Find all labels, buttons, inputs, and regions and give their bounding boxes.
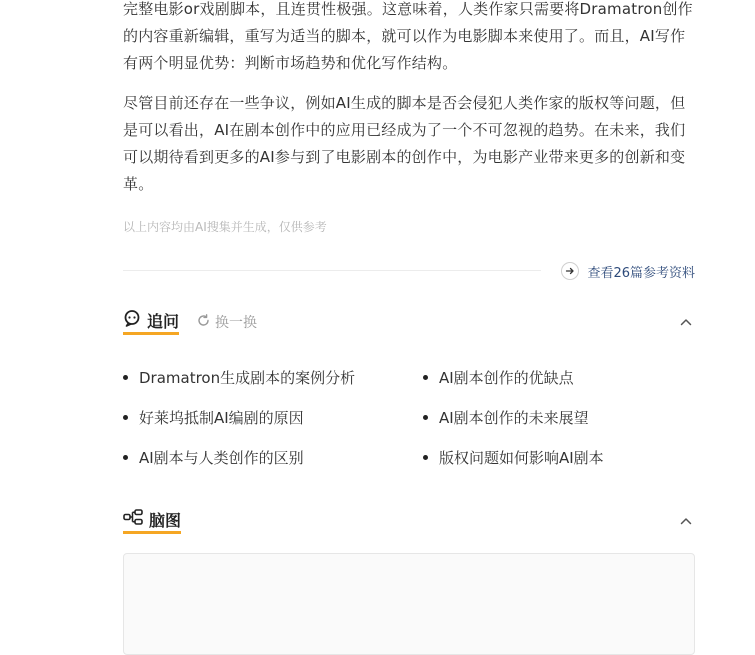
followup-questions	[123, 357, 695, 477]
followup-question[interactable]: AI剧本与人类创作的区别	[123, 437, 423, 477]
mindmap-title	[123, 508, 181, 534]
refresh-button[interactable]	[197, 312, 257, 332]
bullet	[423, 375, 428, 380]
followup-title	[123, 309, 179, 335]
answer-paragraph: 完整电影or戏剧脚本，且连贯性极强。这意味着，人类作家只需要将Dramatron创作的内容重新编辑，重写为适当的脚本，就可以作为电影脚本来使用了。而且，AI写作有两个明显优势：判断市场趋势和优化写作结构。	[123, 0, 693, 72]
references-link[interactable]	[561, 261, 695, 281]
answer-paragraph: 尽管目前还存在一些争议，例如AI生成的脚本是否会侵犯人类作家的版权等问题，但是可以看出，AI在剧本创作中的应用已经成为了一个不可忽视的趋势。在未来，我们可以期待看到更多的AI参与到了电影剧本的创作中，为电影产业带来更多的创新和变革。	[123, 94, 686, 193]
followup-question[interactable]: 好莱坞抵制AI编剧的原因	[123, 397, 423, 437]
mindmap-header	[123, 508, 695, 534]
chat-question-icon	[123, 309, 141, 331]
bullet	[123, 375, 128, 380]
ai-disclaimer: 以上内容均由AI搜集并生成，仅供参考	[123, 220, 327, 234]
followup-header	[123, 309, 695, 335]
bullet	[423, 415, 428, 420]
followup-title-text: 追问	[147, 311, 180, 331]
arrow-right-circle-icon	[561, 262, 579, 280]
followup-question[interactable]: AI剧本创作的优缺点	[423, 357, 695, 397]
followup-question[interactable]: 版权问题如何影响AI剧本	[423, 437, 695, 477]
mindmap-title-text: 脑图	[149, 510, 182, 530]
mindmap-icon	[123, 509, 143, 529]
references-label: 查看26篇参考资料	[587, 265, 695, 281]
divider	[123, 270, 541, 271]
chevron-up-icon[interactable]	[679, 315, 693, 329]
followup-question[interactable]: Dramatron生成剧本的案例分析	[123, 357, 423, 397]
refresh-icon	[197, 314, 210, 331]
bullet	[123, 455, 128, 460]
bullet	[123, 415, 128, 420]
refresh-label: 换一换	[215, 315, 258, 331]
bullet	[423, 455, 428, 460]
followup-question[interactable]: AI剧本创作的未来展望	[423, 397, 695, 437]
chevron-up-icon[interactable]	[679, 514, 693, 528]
